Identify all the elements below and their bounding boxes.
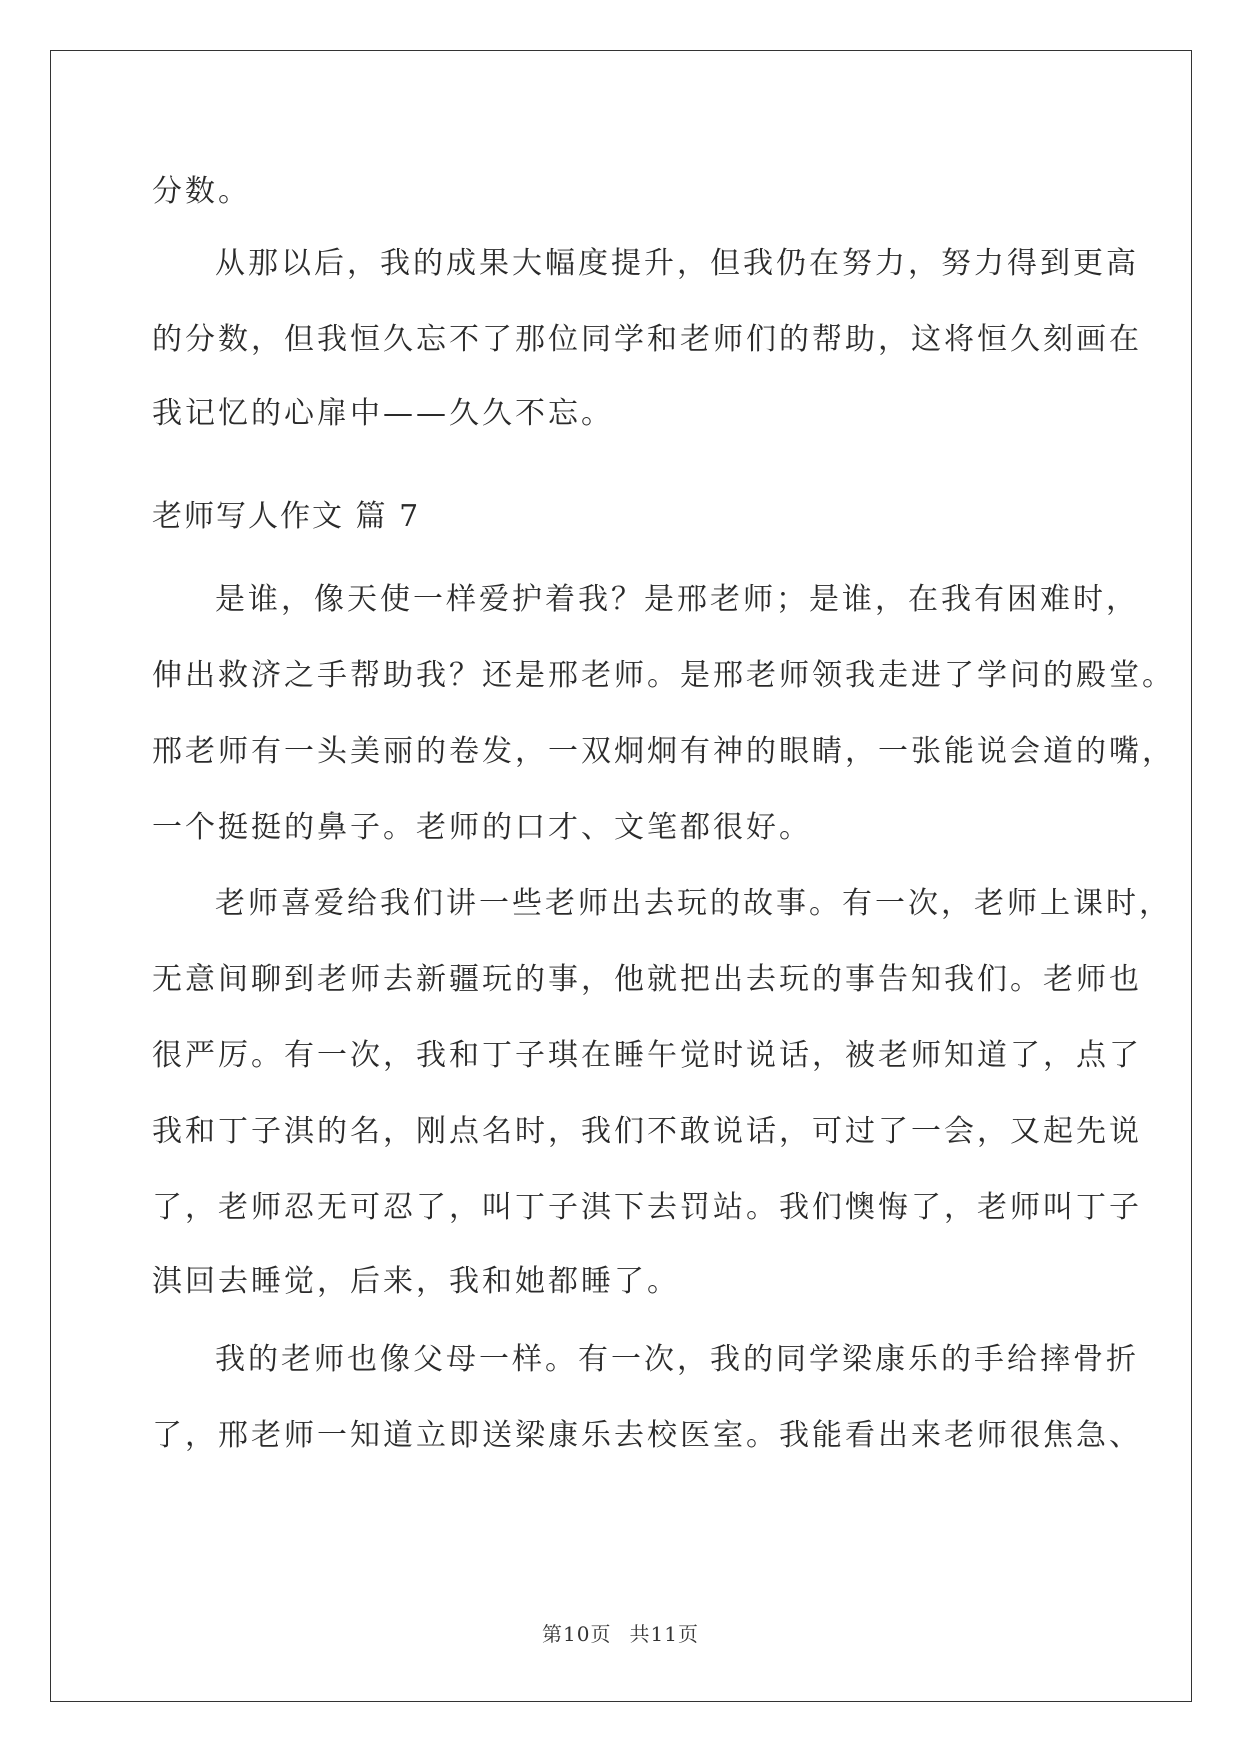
text-line: 很严厉。有一次，我和丁子琪在睡午觉时说话，被老师知道了，点了 <box>152 1038 1142 1073</box>
text-line: 了，邢老师一知道立即送梁康乐去校医室。我能看出来老师很焦急、 <box>152 1418 1142 1453</box>
text-line: 一个挺挺的鼻子。老师的口才、文笔都很好。 <box>152 810 812 845</box>
text-line: 分数。 <box>152 174 251 209</box>
text-line: 了，老师忍无可忍了，叫丁子淇下去罚站。我们懊悔了，老师叫丁子 <box>152 1190 1142 1225</box>
text-line: 是谁，像天使一样爱护着我？是邢老师；是谁，在我有困难时， <box>215 582 1139 617</box>
text-line: 淇回去睡觉，后来，我和她都睡了。 <box>152 1264 680 1299</box>
text-line: 的分数，但我恒久忘不了那位同学和老师们的帮助，这将恒久刻画在 <box>152 322 1142 357</box>
text-line: 邢老师有一头美丽的卷发，一双炯炯有神的眼睛，一张能说会道的嘴， <box>152 734 1175 769</box>
text-line: 我记忆的心扉中——久久不忘。 <box>152 396 614 431</box>
text-line: 老师喜爱给我们讲一些老师出去玩的故事。有一次，老师上课时， <box>215 886 1172 921</box>
text-line: 我和丁子淇的名，刚点名时，我们不敢说话，可过了一会，又起先说 <box>152 1114 1142 1149</box>
text-line: 无意间聊到老师去新疆玩的事，他就把出去玩的事告知我们。老师也 <box>152 962 1142 997</box>
text-line: 伸出救济之手帮助我？还是邢老师。是邢老师领我走进了学问的殿堂。 <box>152 658 1175 693</box>
page-number: 第10页 <box>542 1622 612 1646</box>
text-line: 从那以后，我的成果大幅度提升，但我仍在努力，努力得到更高 <box>215 246 1139 281</box>
section-heading: 老师写人作文 篇 7 <box>152 499 421 534</box>
page-total: 共11页 <box>629 1622 699 1646</box>
page-footer <box>0 1618 1241 1647</box>
text-line: 我的老师也像父母一样。有一次，我的同学梁康乐的手给摔骨折 <box>215 1342 1139 1377</box>
